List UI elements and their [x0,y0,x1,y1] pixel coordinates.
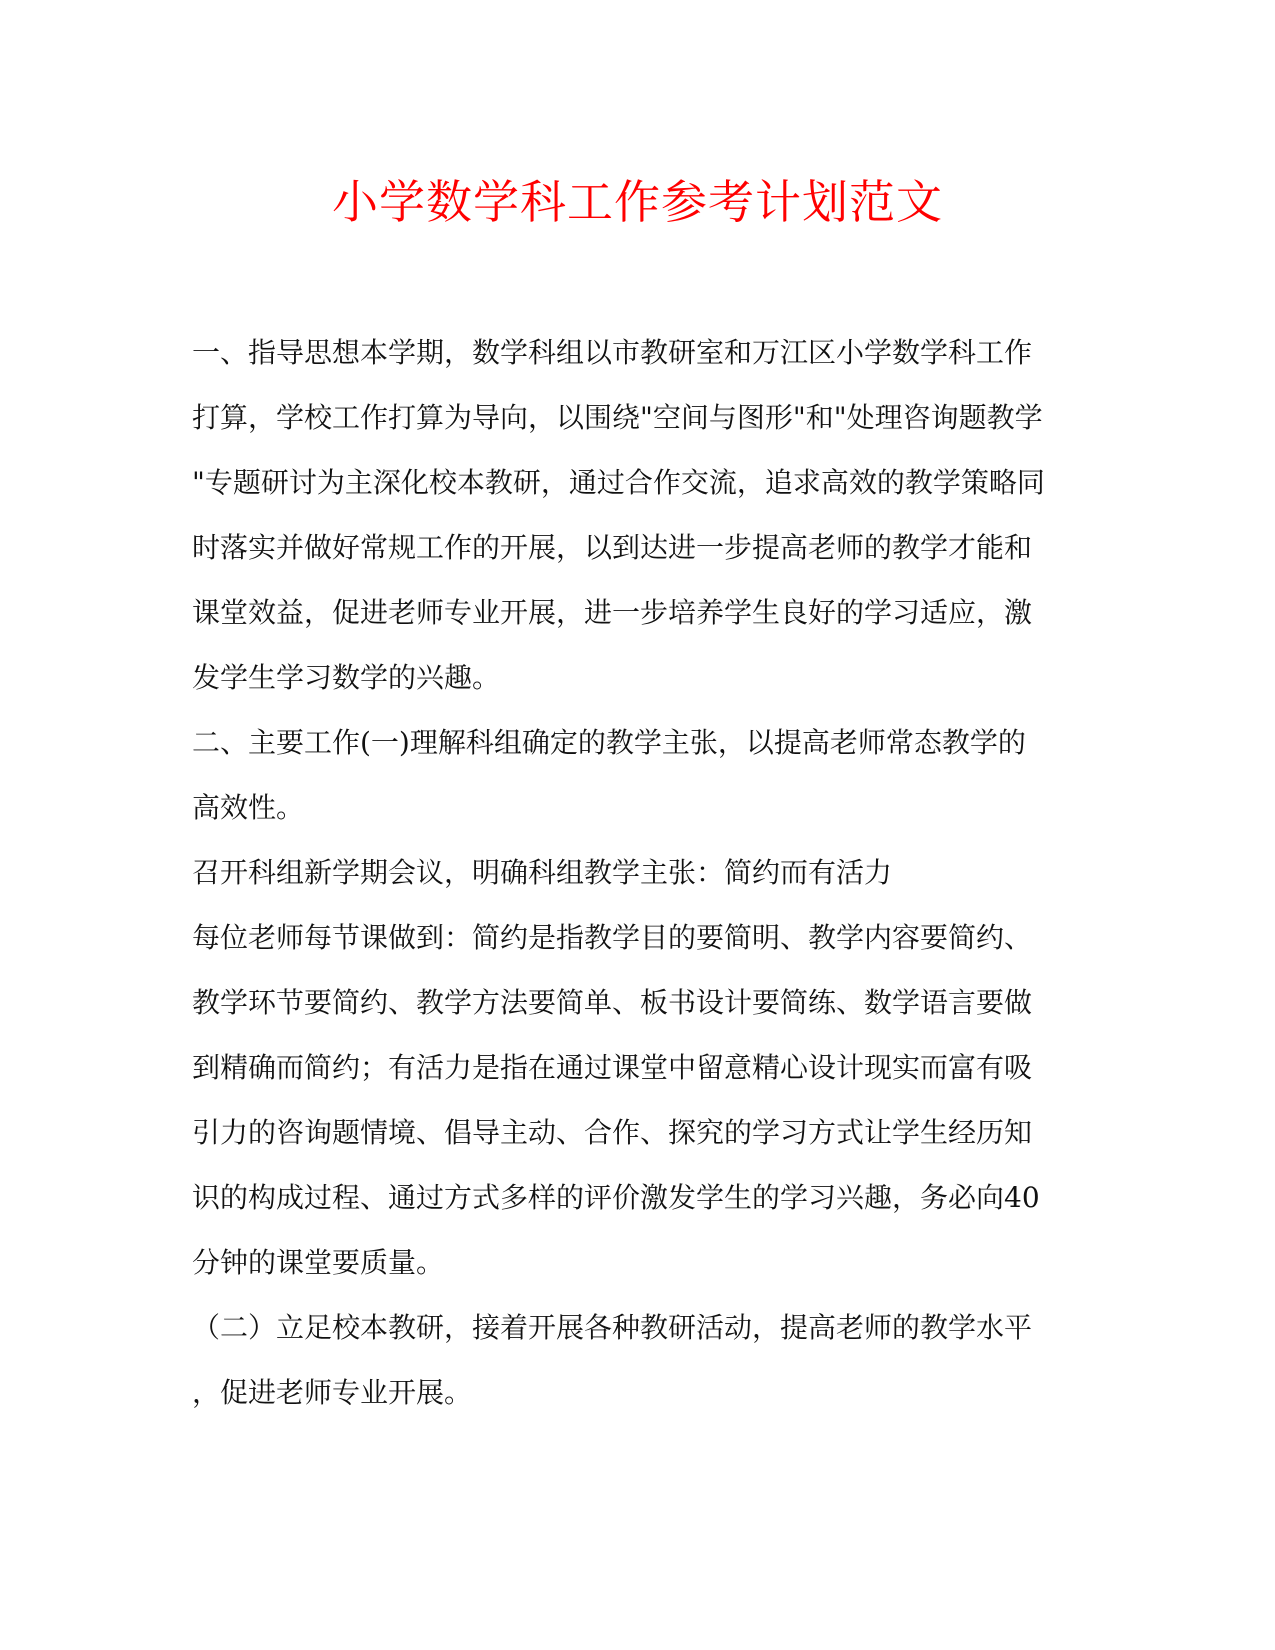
text-line: 引力的咨询题情境、倡导主动、合作、探究的学习方式让学生经历知 [192,1116,1033,1149]
text-line: 识的构成过程、通过方式多样的评价激发学生的学习兴趣，务必向40 [192,1181,1040,1214]
text-line: 每位老师每节课做到：简约是指教学目的要简明、教学内容要简约、 [192,921,1033,954]
document-title: 小学数学科工作参考计划范文 [332,175,943,229]
text-line: （二）立足校本教研，接着开展各种教研活动，提高老师的教学水平 [192,1311,1033,1344]
text-line: 到精确而简约；有活力是指在通过课堂中留意精心设计现实而富有吸 [192,1051,1033,1084]
text-line: 二、主要工作(一)理解科组确定的教学主张，以提高老师常态教学的 [192,726,1026,759]
text-line: 教学环节要简约、教学方法要简单、板书设计要简练、数学语言要做 [192,986,1033,1019]
text-line: 发学生学习数学的兴趣。 [192,661,501,694]
text-line: "专题研讨为主深化校本教研，通过合作交流，追求高效的教学策略同 [192,466,1045,499]
text-line: 高效性。 [192,791,305,824]
text-line: 课堂效益，促进老师专业开展，进一步培养学生良好的学习适应，激 [192,596,1033,629]
text-line: 分钟的课堂要质量。 [192,1246,445,1279]
text-line: 打算，学校工作打算为导向，以围绕"空间与图形"和"处理咨询题教学 [192,401,1043,434]
text-line: ，促进老师专业开展。 [192,1376,473,1409]
text-line: 一、指导思想本学期，数学科组以市教研室和万江区小学数学科工作 [192,336,1033,369]
document-body [192,320,1072,1425]
text-line: 召开科组新学期会议，明确科组教学主张：简约而有活力 [192,856,893,889]
text-line: 时落实并做好常规工作的开展，以到达进一步提高老师的教学才能和 [192,531,1033,564]
